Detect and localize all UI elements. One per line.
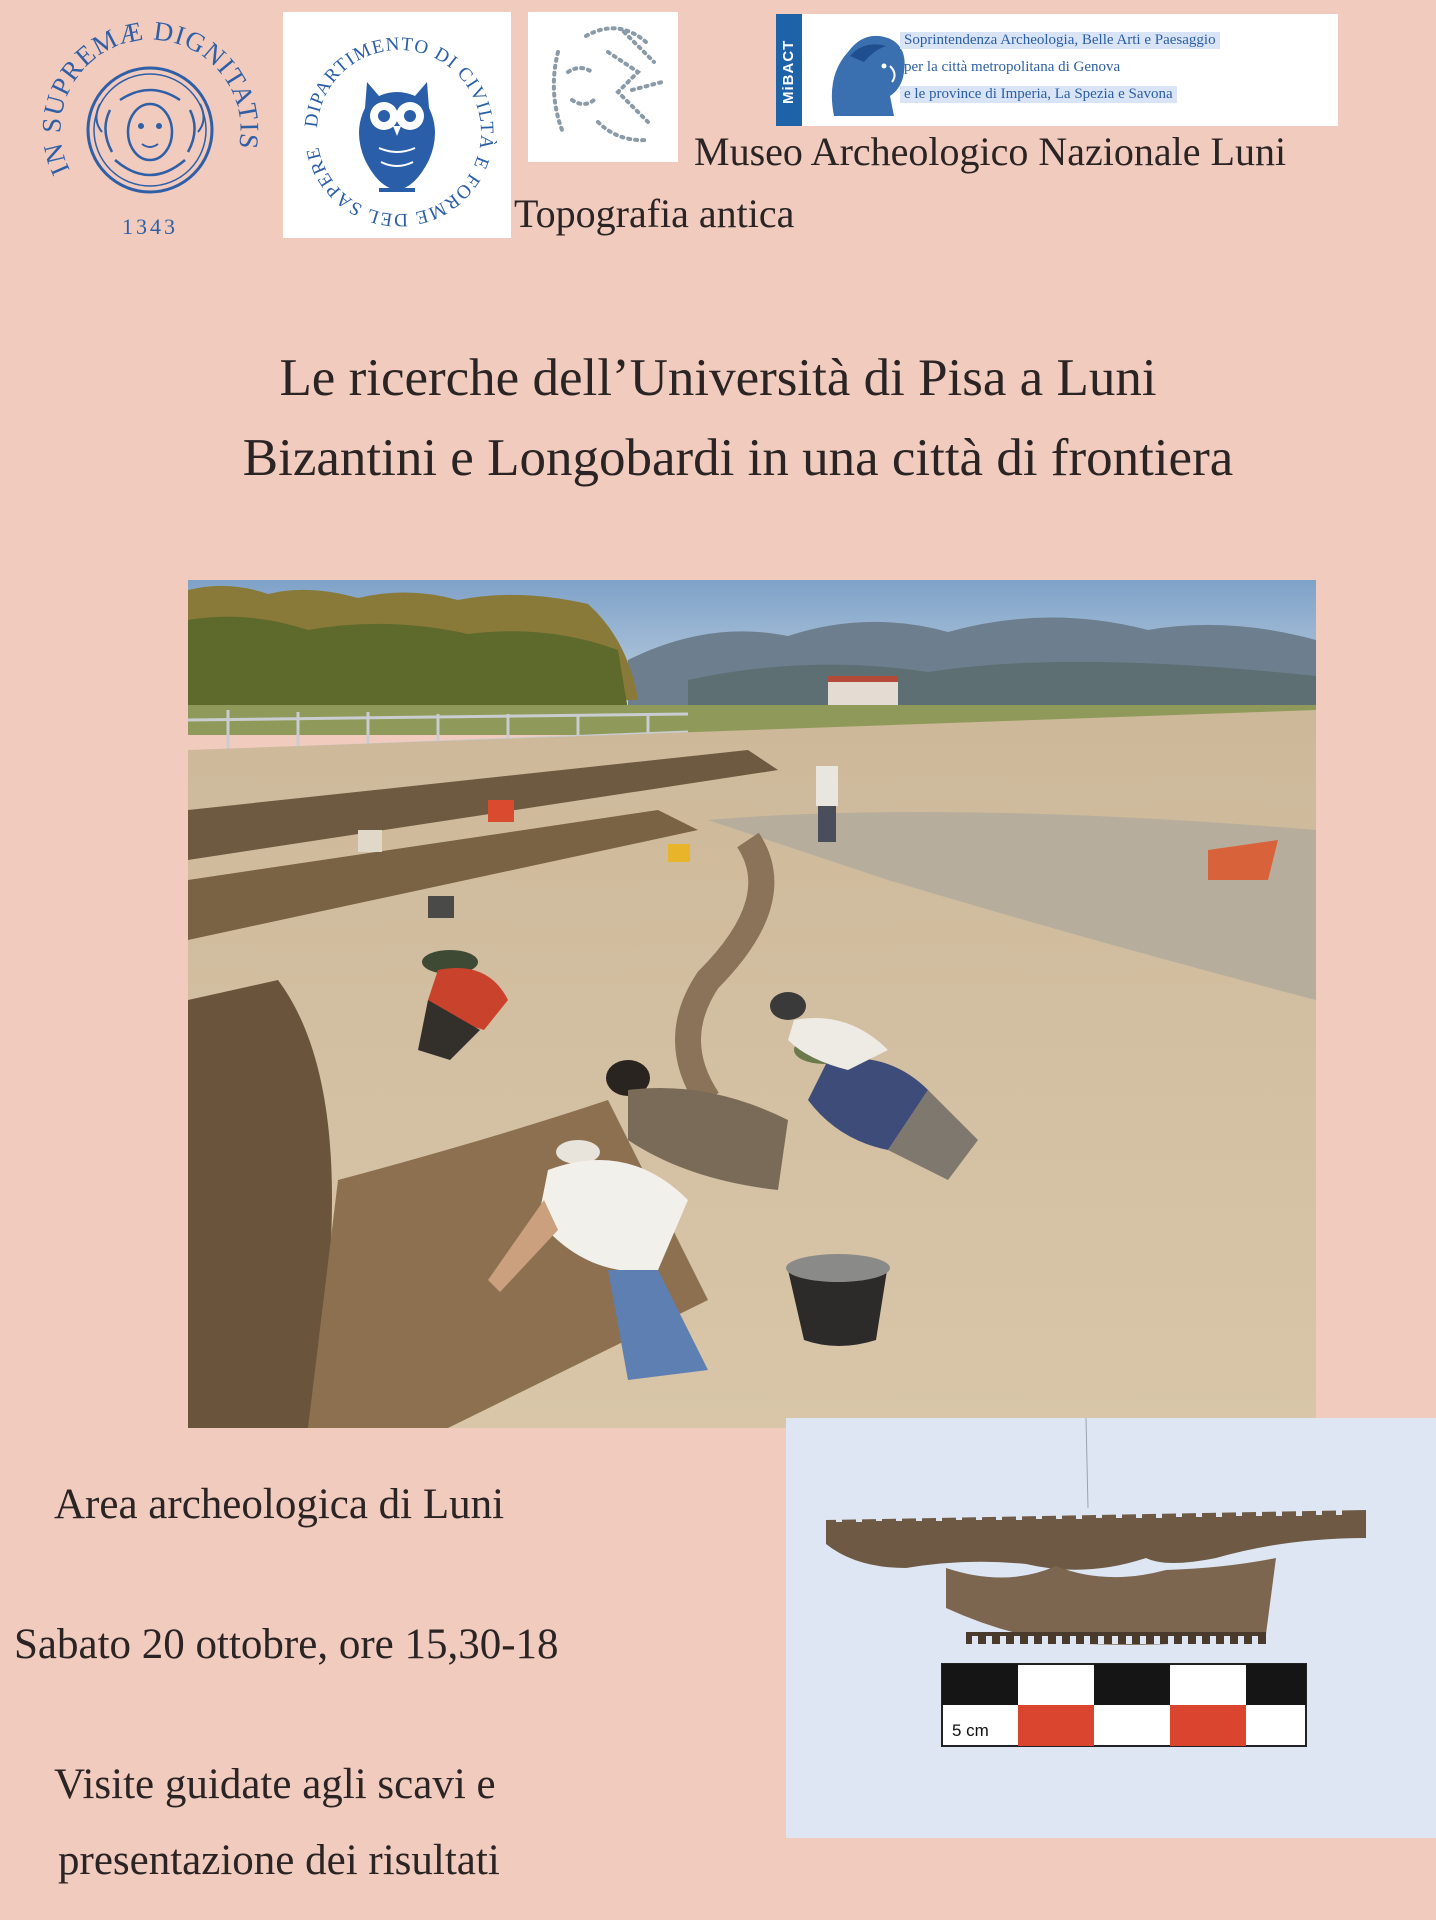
comb-artifact-photo (786, 1418, 1436, 1838)
excavation-photo (188, 580, 1316, 1428)
pisa-seal-ring-text: IN UPREMÆ DIGNITA (40, 20, 260, 180)
scale-bar (942, 1664, 1306, 1746)
mibact-band-text: MiBACT (780, 39, 797, 104)
dotted-mosaic-face-icon (528, 12, 678, 162)
scale-label: 5 cm (952, 1721, 989, 1740)
mosaic-logo (528, 12, 678, 162)
event-title-line-1: Le ricerche dell’Università di Pisa a Luni (279, 349, 1157, 407)
event-description-line-2: presentazione dei risultati (58, 1837, 500, 1884)
department-logo (283, 12, 511, 238)
event-location: Area archeologica di Luni (54, 1481, 505, 1528)
mibact-line-3: e le province di Imperia, La Spezia e Savona (900, 86, 1177, 103)
owl-icon (359, 82, 435, 190)
museum-title: Museo Archeologico Nazionale Luni (694, 129, 1287, 174)
artifact-photo (786, 1418, 1436, 1838)
university-of-pisa-seal (40, 20, 260, 240)
mibact-soprintendenza-logo (776, 14, 1338, 126)
event-description-line-1: Visite guidate agli scavi e (54, 1761, 496, 1808)
mibact-band (776, 14, 802, 126)
topography-label: Topografia antica (514, 191, 795, 236)
university-seal-icon (40, 20, 260, 240)
svg-text:IN SUPREMÆ DIGNITATIS (40, 20, 260, 180)
event-title-line-2: Bizantini e Longobardi in una città di frontiera (242, 429, 1234, 487)
mibact-line-1: Soprintendenza Archeologia, Belle Arti e Paesaggio (900, 32, 1220, 49)
mibact-line-2: per la città metropolitana di Genova (904, 59, 1121, 75)
department-ring-text: DIPARTIMENTO DI CIVILTÀ E FORME DEL SAPERE (300, 33, 498, 231)
pisa-seal-year: 1343 (122, 214, 178, 239)
event-date: Sabato 20 ottobre, ore 15,30-18 (14, 1621, 559, 1668)
